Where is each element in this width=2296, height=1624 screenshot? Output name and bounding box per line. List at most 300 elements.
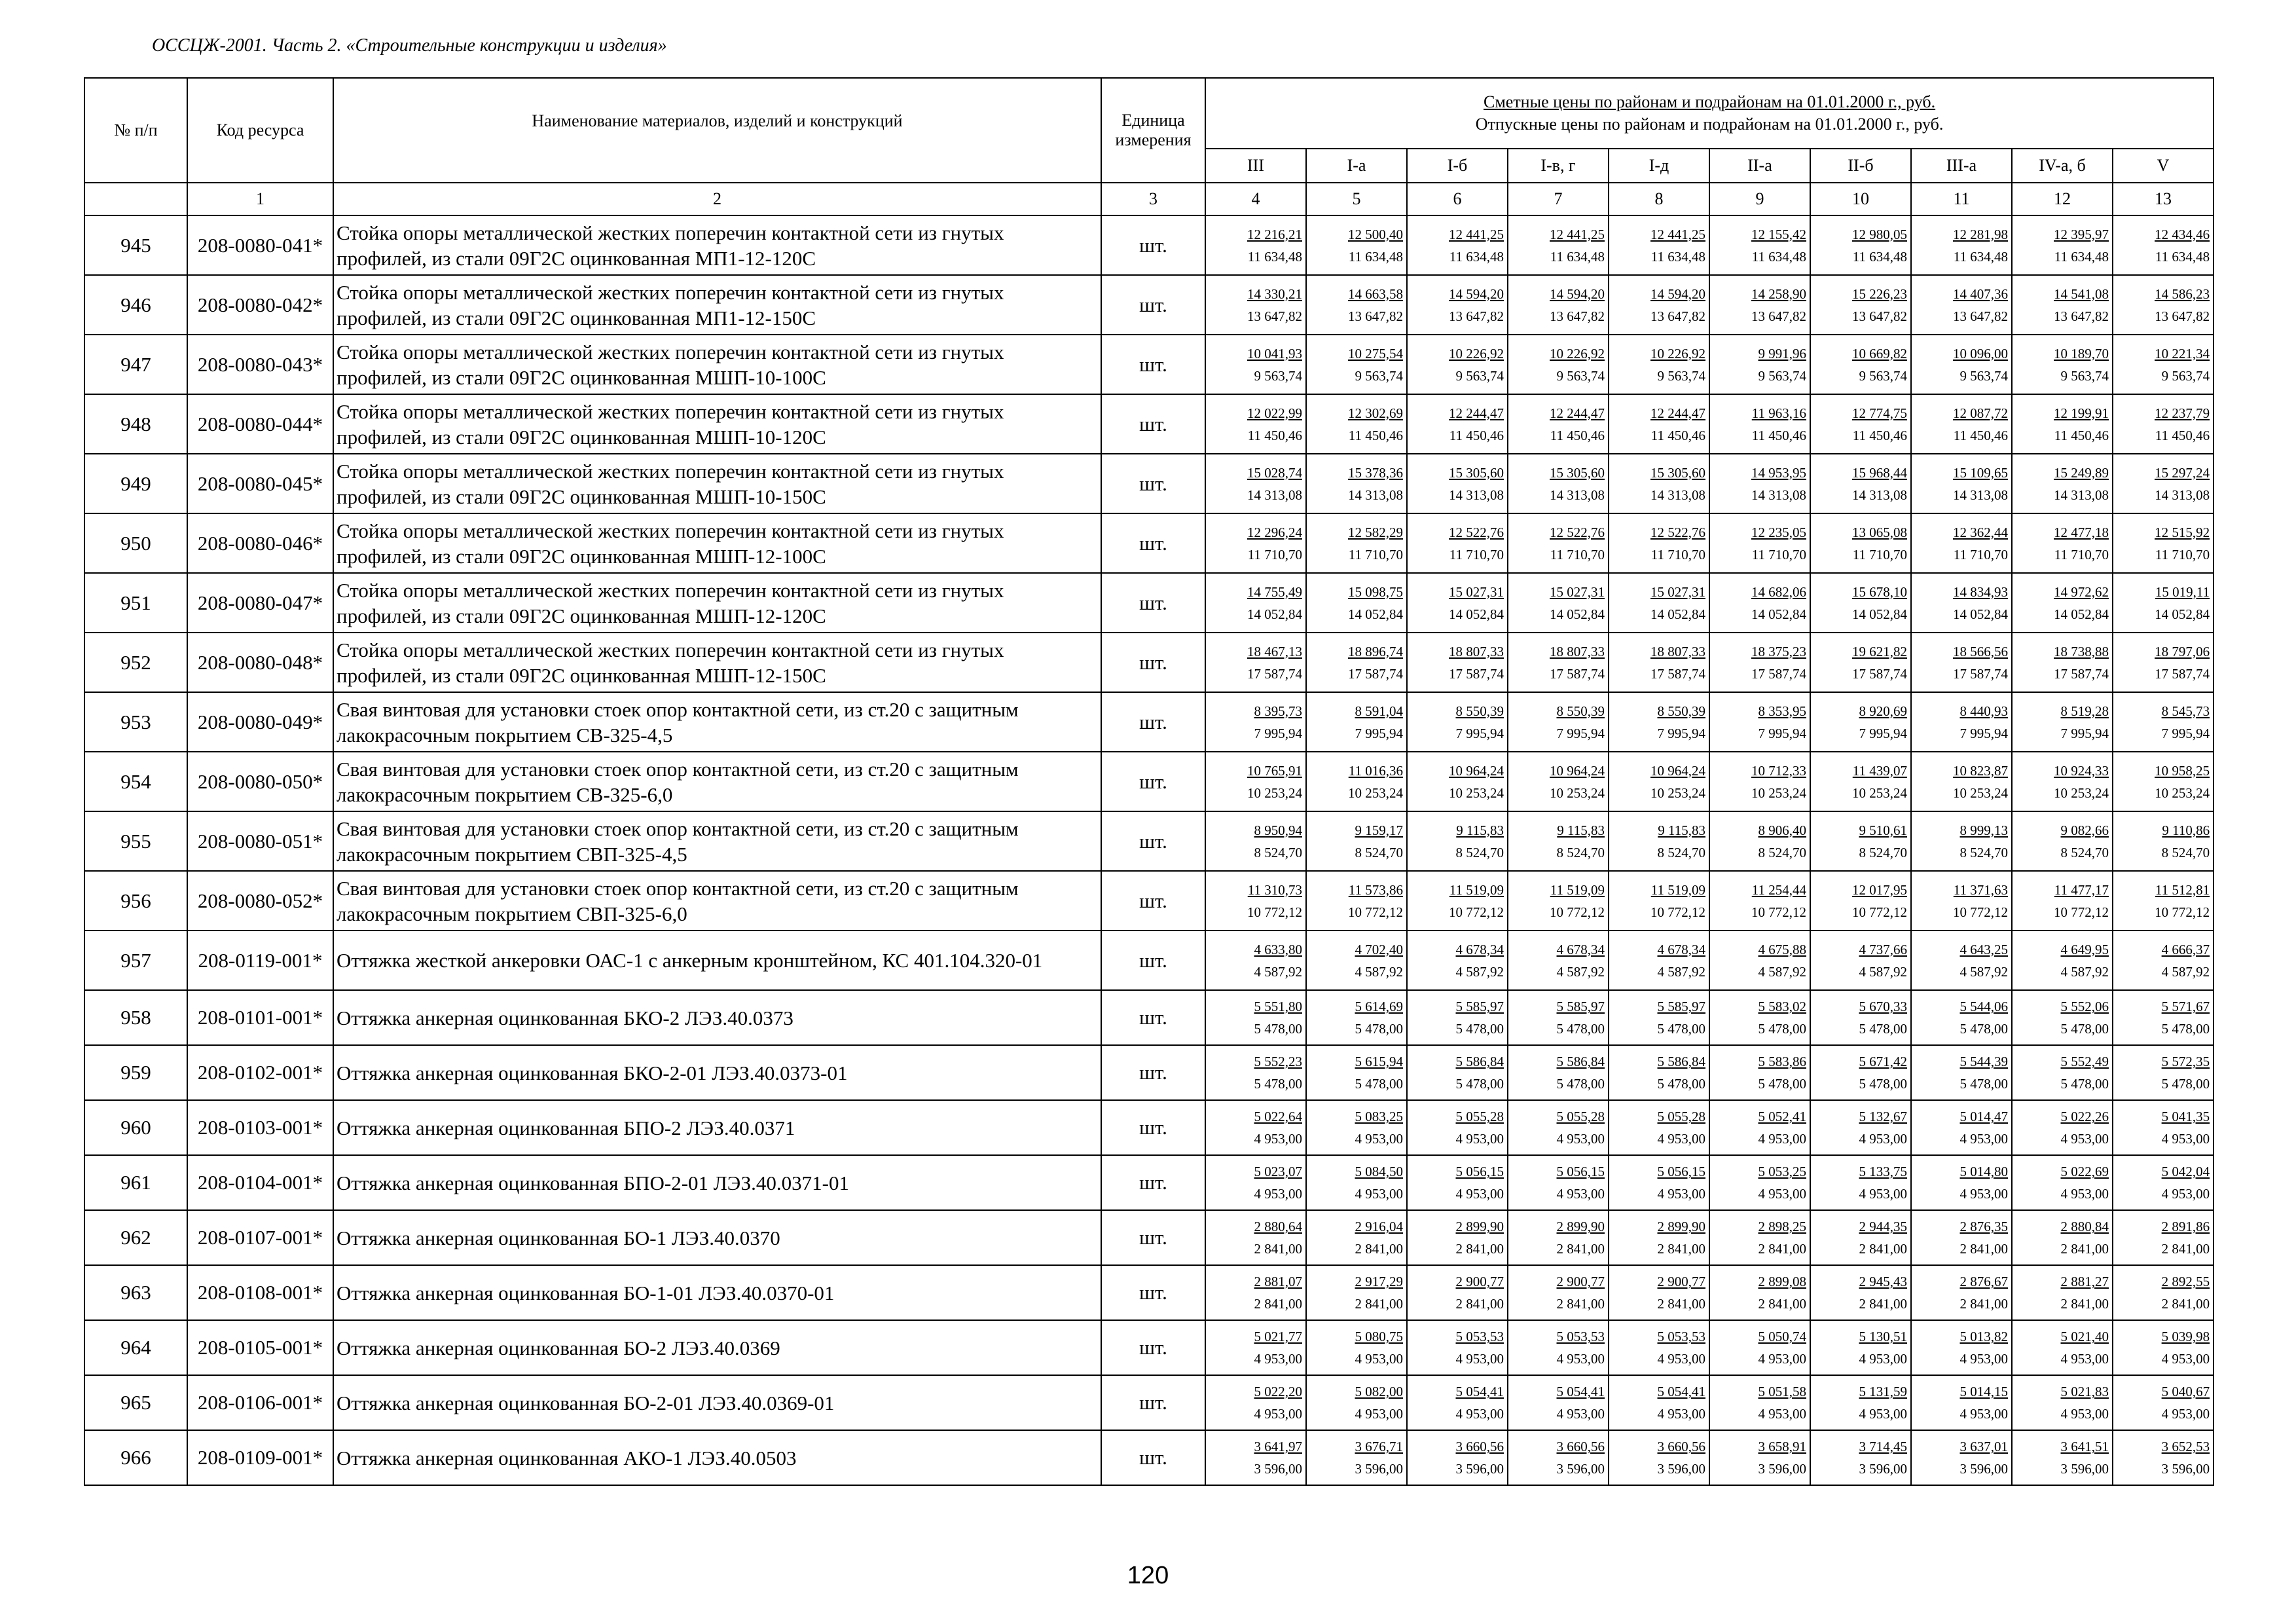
price-cell <box>1508 1265 1609 1320</box>
price-cell <box>1407 871 1508 931</box>
estimate-price: 5 585,97 <box>1455 999 1504 1014</box>
price-cell <box>1609 811 1709 871</box>
release-price: 13 647,82 <box>1751 308 1806 324</box>
price-cell <box>1407 752 1508 811</box>
release-price: 5 478,00 <box>1556 1076 1605 1092</box>
release-price: 9 563,74 <box>1254 367 1302 384</box>
item-name: Стойка опоры металлической жестких поперечин контактной сети из гнутых профилей, из стали 09Г2С оцинкованная МП1-12-150С <box>333 275 1101 335</box>
release-price: 14 052,84 <box>1247 606 1302 622</box>
release-price: 13 647,82 <box>2054 308 2109 324</box>
estimate-price: 5 055,28 <box>1556 1109 1605 1124</box>
release-price: 14 052,84 <box>1650 606 1705 622</box>
estimate-price: 12 477,18 <box>2054 524 2109 540</box>
estimate-price: 4 643,25 <box>1959 941 2008 957</box>
price-cell <box>1205 871 1306 931</box>
release-price: 14 313,08 <box>1550 487 1605 503</box>
release-price: 4 953,00 <box>1758 1186 1806 1202</box>
price-cell <box>1205 752 1306 811</box>
estimate-price: 5 054,41 <box>1657 1384 1705 1399</box>
header-region: III-а <box>1911 149 2012 183</box>
estimate-price: 5 021,83 <box>2060 1384 2109 1399</box>
estimate-price: 8 545,73 <box>2161 703 2210 719</box>
column-number <box>84 183 187 215</box>
release-price: 17 587,74 <box>1247 665 1302 682</box>
price-cell <box>1205 513 1306 573</box>
estimate-price: 18 807,33 <box>1650 643 1705 659</box>
item-name: Стойка опоры металлической жестких поперечин контактной сети из гнутых профилей, из стали 09Г2С оцинкованная МШП-12-150С <box>333 633 1101 692</box>
estimate-price: 2 900,77 <box>1556 1274 1605 1289</box>
table-row <box>84 931 2214 990</box>
item-name: Оттяжка анкерная оцинкованная БО-1 ЛЭЗ.40.0370 <box>333 1210 1101 1265</box>
header-region: I-б <box>1407 149 1508 183</box>
header-row <box>84 78 2214 149</box>
estimate-price: 8 519,28 <box>2060 703 2109 719</box>
price-cell <box>2113 1320 2214 1375</box>
release-price: 5 478,00 <box>1556 1021 1605 1037</box>
unit-cell: шт. <box>1101 990 1205 1045</box>
price-cell <box>1306 215 1407 275</box>
release-price: 11 710,70 <box>1348 546 1403 563</box>
unit-cell: шт. <box>1101 275 1205 335</box>
price-cell <box>2113 752 2214 811</box>
price-cell <box>1911 1265 2012 1320</box>
table-row <box>84 335 2214 394</box>
estimate-price: 11 519,09 <box>1550 881 1605 898</box>
price-cell <box>1508 811 1609 871</box>
price-cell <box>1709 513 1810 573</box>
estimate-price: 2 899,90 <box>1455 1219 1504 1234</box>
item-name: Оттяжка анкерная оцинкованная БПО-2-01 ЛЭЗ.40.0371-01 <box>333 1155 1101 1210</box>
price-cell <box>1911 335 2012 394</box>
price-cell <box>1508 633 1609 692</box>
resource-code: 208-0080-050* <box>187 752 333 811</box>
price-cell <box>1609 692 1709 752</box>
item-name: Оттяжка анкерная оцинкованная БО-2-01 ЛЭЗ.40.0369-01 <box>333 1375 1101 1430</box>
release-price: 4 953,00 <box>2060 1186 2109 1202</box>
resource-code: 208-0119-001* <box>187 931 333 990</box>
release-price: 4 587,92 <box>1254 963 1302 980</box>
table-row <box>84 394 2214 454</box>
estimate-price: 5 021,77 <box>1254 1329 1302 1344</box>
header-prices <box>1205 78 2214 149</box>
release-price: 11 634,48 <box>2054 248 2109 265</box>
price-cell <box>1306 752 1407 811</box>
release-price: 13 647,82 <box>1348 308 1403 324</box>
price-cell <box>1709 931 1810 990</box>
release-price: 11 634,48 <box>1449 248 1504 265</box>
release-price: 9 563,74 <box>2161 367 2210 384</box>
estimate-price: 5 014,80 <box>1959 1164 2008 1179</box>
estimate-price: 14 594,20 <box>1550 286 1605 302</box>
estimate-price: 5 571,67 <box>2161 999 2210 1014</box>
page-number: 120 <box>1127 1562 1169 1589</box>
estimate-price: 5 022,20 <box>1254 1384 1302 1399</box>
release-price: 4 953,00 <box>1455 1186 1504 1202</box>
release-price: 11 634,48 <box>1550 248 1605 265</box>
resource-code: 208-0109-001* <box>187 1430 333 1485</box>
estimate-price: 10 226,92 <box>1550 345 1605 361</box>
release-price: 2 841,00 <box>1859 1296 1907 1312</box>
release-price: 2 841,00 <box>2161 1296 2210 1312</box>
column-number: 5 <box>1306 183 1407 215</box>
estimate-price: 13 065,08 <box>1852 524 1907 540</box>
estimate-price: 5 572,35 <box>2161 1054 2210 1069</box>
estimate-price: 8 906,40 <box>1758 822 1806 838</box>
estimate-price: 10 189,70 <box>2054 345 2109 361</box>
row-number: 948 <box>84 394 187 454</box>
estimate-price: 5 041,35 <box>2161 1109 2210 1124</box>
resource-code: 208-0080-051* <box>187 811 333 871</box>
release-price: 10 772,12 <box>2054 904 2109 920</box>
resource-code: 208-0105-001* <box>187 1320 333 1375</box>
price-cell <box>1508 335 1609 394</box>
estimate-price: 3 676,71 <box>1355 1439 1403 1454</box>
estimate-price: 9 110,86 <box>2162 822 2210 838</box>
price-cell <box>1205 1320 1306 1375</box>
release-price: 7 995,94 <box>1455 725 1504 741</box>
item-name: Свая винтовая для установки стоек опор контактной сети, из ст.20 с защитным лакокрасочным покрытием СВП-325-4,5 <box>333 811 1101 871</box>
row-number: 958 <box>84 990 187 1045</box>
release-price: 11 450,46 <box>1953 427 2008 443</box>
price-cell <box>1709 1265 1810 1320</box>
estimate-price: 2 945,43 <box>1859 1274 1907 1289</box>
price-cell <box>1508 1375 1609 1430</box>
release-price: 10 253,24 <box>1247 784 1302 801</box>
estimate-price: 5 082,00 <box>1355 1384 1403 1399</box>
row-number: 960 <box>84 1100 187 1155</box>
release-price: 14 052,84 <box>2054 606 2109 622</box>
estimate-price: 5 583,86 <box>1758 1054 1806 1069</box>
release-price: 13 647,82 <box>1852 308 1907 324</box>
price-cell <box>1205 1100 1306 1155</box>
estimate-price: 12 296,24 <box>1247 524 1302 540</box>
unit-cell: шт. <box>1101 573 1205 633</box>
release-price: 8 524,70 <box>1455 844 1504 860</box>
price-cell <box>2012 1320 2113 1375</box>
resource-code: 208-0080-052* <box>187 871 333 931</box>
price-cell <box>1609 215 1709 275</box>
resource-code: 208-0080-045* <box>187 454 333 513</box>
estimate-price: 5 551,80 <box>1254 999 1302 1014</box>
price-cell <box>1205 573 1306 633</box>
price-cell <box>1709 394 1810 454</box>
release-price: 11 450,46 <box>1247 427 1302 443</box>
price-cell <box>1407 454 1508 513</box>
estimate-price: 5 056,15 <box>1556 1164 1605 1179</box>
estimate-price: 9 082,66 <box>2060 822 2109 838</box>
price-cell <box>1508 275 1609 335</box>
release-price: 11 710,70 <box>1953 546 2008 563</box>
release-price: 4 953,00 <box>1355 1406 1403 1422</box>
price-cell <box>1205 1045 1306 1100</box>
price-cell <box>1407 1430 1508 1485</box>
estimate-price: 14 594,20 <box>1650 286 1705 302</box>
price-cell <box>1709 1430 1810 1485</box>
estimate-price: 18 807,33 <box>1550 643 1605 659</box>
estimate-price: 5 053,53 <box>1556 1329 1605 1344</box>
table-row <box>84 215 2214 275</box>
estimate-price: 10 226,92 <box>1449 345 1504 361</box>
estimate-price: 14 755,49 <box>1247 583 1302 600</box>
estimate-price: 10 958,25 <box>2155 762 2210 779</box>
price-cell <box>1911 931 2012 990</box>
release-price: 4 953,00 <box>1355 1351 1403 1367</box>
item-name: Стойка опоры металлической жестких поперечин контактной сети из гнутых профилей, из стали 09Г2С оцинкованная МШП-12-120С <box>333 573 1101 633</box>
price-cell <box>1407 1265 1508 1320</box>
release-price: 5 478,00 <box>1455 1076 1504 1092</box>
estimate-price: 18 566,56 <box>1953 643 2008 659</box>
resource-code: 208-0106-001* <box>187 1375 333 1430</box>
release-price: 2 841,00 <box>1455 1296 1504 1312</box>
item-name: Оттяжка анкерная оцинкованная БПО-2 ЛЭЗ.40.0371 <box>333 1100 1101 1155</box>
price-cell <box>1911 811 2012 871</box>
column-number: 9 <box>1709 183 1810 215</box>
price-cell <box>2113 1265 2214 1320</box>
estimate-price: 5 615,94 <box>1355 1054 1403 1069</box>
release-price: 14 052,84 <box>1348 606 1403 622</box>
price-cell <box>1205 215 1306 275</box>
row-number: 965 <box>84 1375 187 1430</box>
release-price: 11 450,46 <box>1751 427 1806 443</box>
estimate-price: 19 621,82 <box>1852 643 1907 659</box>
price-cell <box>1609 335 1709 394</box>
estimate-price: 5 052,41 <box>1758 1109 1806 1124</box>
price-cell <box>1306 275 1407 335</box>
release-price: 3 596,00 <box>1355 1461 1403 1477</box>
release-price: 11 710,70 <box>1852 546 1907 563</box>
release-price: 3 596,00 <box>1959 1461 2008 1477</box>
unit-cell: шт. <box>1101 1430 1205 1485</box>
price-cell <box>1205 692 1306 752</box>
release-price: 4 953,00 <box>2161 1351 2210 1367</box>
price-cell <box>1407 275 1508 335</box>
release-price: 14 313,08 <box>1953 487 2008 503</box>
estimate-price: 12 515,92 <box>2155 524 2210 540</box>
estimate-price: 5 054,41 <box>1455 1384 1504 1399</box>
price-cell <box>1609 394 1709 454</box>
estimate-price: 2 900,77 <box>1455 1274 1504 1289</box>
release-price: 2 841,00 <box>1455 1241 1504 1257</box>
estimate-price: 5 133,75 <box>1859 1164 1907 1179</box>
price-cell <box>1306 1100 1407 1155</box>
column-number: 7 <box>1508 183 1609 215</box>
estimate-price: 14 407,36 <box>1953 286 2008 302</box>
header-unit: Единица измерения <box>1101 78 1205 183</box>
price-cell <box>1911 1155 2012 1210</box>
release-price: 10 253,24 <box>1751 784 1806 801</box>
header-no: № п/п <box>84 78 187 183</box>
price-cell <box>1306 931 1407 990</box>
item-name: Стойка опоры металлической жестких поперечин контактной сети из гнутых профилей, из стали 09Г2С оцинкованная МШП-10-120С <box>333 394 1101 454</box>
release-price: 14 313,08 <box>2054 487 2109 503</box>
release-price: 9 563,74 <box>1455 367 1504 384</box>
release-price: 3 596,00 <box>1556 1461 1605 1477</box>
estimate-price: 5 552,49 <box>2060 1054 2109 1069</box>
price-cell <box>1407 1375 1508 1430</box>
price-cell <box>1407 1155 1508 1210</box>
table-row <box>84 1375 2214 1430</box>
release-price: 11 710,70 <box>2155 546 2210 563</box>
price-cell <box>1609 1320 1709 1375</box>
estimate-price: 2 880,64 <box>1254 1219 1302 1234</box>
release-price: 8 524,70 <box>1859 844 1907 860</box>
price-cell <box>1205 990 1306 1045</box>
price-cell <box>1609 1430 1709 1485</box>
estimate-price: 2 899,90 <box>1657 1219 1705 1234</box>
row-number: 964 <box>84 1320 187 1375</box>
price-cell <box>1306 1320 1407 1375</box>
price-cell <box>1407 633 1508 692</box>
release-price: 5 478,00 <box>1758 1076 1806 1092</box>
release-price: 17 587,74 <box>1650 665 1705 682</box>
resource-code: 208-0107-001* <box>187 1210 333 1265</box>
estimate-price: 15 678,10 <box>1852 583 1907 600</box>
release-price: 5 478,00 <box>1355 1076 1403 1092</box>
estimate-price: 3 641,97 <box>1254 1439 1302 1454</box>
price-cell <box>1306 633 1407 692</box>
price-cell <box>1306 394 1407 454</box>
price-cell <box>2012 1155 2113 1210</box>
unit-cell: шт. <box>1101 1265 1205 1320</box>
release-price: 11 710,70 <box>1650 546 1705 563</box>
table-row <box>84 513 2214 573</box>
release-price: 4 953,00 <box>1355 1186 1403 1202</box>
release-price: 4 587,92 <box>1959 963 2008 980</box>
release-price: 10 253,24 <box>1348 784 1403 801</box>
price-cell <box>2012 513 2113 573</box>
price-cell <box>1306 513 1407 573</box>
price-cell <box>1508 1155 1609 1210</box>
estimate-price: 10 964,24 <box>1449 762 1504 779</box>
release-price: 13 647,82 <box>1247 308 1302 324</box>
estimate-price: 5 053,25 <box>1758 1164 1806 1179</box>
release-price: 9 563,74 <box>1556 367 1605 384</box>
estimate-price: 5 053,53 <box>1657 1329 1705 1344</box>
estimate-price: 14 330,21 <box>1247 286 1302 302</box>
price-cell <box>1709 1045 1810 1100</box>
estimate-price: 5 586,84 <box>1455 1054 1504 1069</box>
estimate-price: 8 353,95 <box>1758 703 1806 719</box>
estimate-price: 5 039,98 <box>2161 1329 2210 1344</box>
release-price: 3 596,00 <box>1254 1461 1302 1477</box>
release-price: 2 841,00 <box>1355 1296 1403 1312</box>
estimate-price: 15 027,31 <box>1550 583 1605 600</box>
price-cell <box>1709 1100 1810 1155</box>
release-price: 2 841,00 <box>1254 1296 1302 1312</box>
release-price: 9 563,74 <box>1859 367 1907 384</box>
row-number: 945 <box>84 215 187 275</box>
item-name: Стойка опоры металлической жестких поперечин контактной сети из гнутых профилей, из стали 09Г2С оцинкованная МШП-12-100С <box>333 513 1101 573</box>
estimate-price: 3 652,53 <box>2161 1439 2210 1454</box>
estimate-price: 8 999,13 <box>1959 822 2008 838</box>
release-price: 10 772,12 <box>1247 904 1302 920</box>
unit-cell: шт. <box>1101 454 1205 513</box>
price-cell <box>2012 692 2113 752</box>
release-price: 17 587,74 <box>2155 665 2210 682</box>
release-price: 8 524,70 <box>1959 844 2008 860</box>
estimate-price: 12 774,75 <box>1852 405 1907 421</box>
release-price: 4 953,00 <box>1959 1131 2008 1147</box>
price-cell <box>1810 752 1911 811</box>
release-price: 13 647,82 <box>1953 308 2008 324</box>
price-cell <box>1911 1210 2012 1265</box>
price-cell <box>2113 990 2214 1045</box>
estimate-price: 14 541,08 <box>2054 286 2109 302</box>
price-cell <box>1407 692 1508 752</box>
estimate-price: 15 109,65 <box>1953 464 2008 481</box>
release-price: 4 953,00 <box>1556 1131 1605 1147</box>
price-cell <box>2113 633 2214 692</box>
release-price: 4 953,00 <box>2161 1186 2210 1202</box>
price-cell <box>1508 1045 1609 1100</box>
price-cell <box>2012 573 2113 633</box>
release-price: 17 587,74 <box>1348 665 1403 682</box>
table-row <box>84 871 2214 931</box>
estimate-price: 11 519,09 <box>1449 881 1504 898</box>
item-name: Свая винтовая для установки стоек опор контактной сети, из ст.20 с защитным лакокрасочным покрытием СВП-325-6,0 <box>333 871 1101 931</box>
release-price: 5 478,00 <box>2161 1076 2210 1092</box>
price-cell <box>1508 215 1609 275</box>
price-cell <box>2012 990 2113 1045</box>
unit-cell: шт. <box>1101 633 1205 692</box>
row-number: 963 <box>84 1265 187 1320</box>
estimate-price: 8 950,94 <box>1254 822 1302 838</box>
row-number: 961 <box>84 1155 187 1210</box>
release-price: 9 563,74 <box>1355 367 1403 384</box>
price-cell <box>2012 931 2113 990</box>
price-cell <box>1407 1210 1508 1265</box>
item-name: Стойка опоры металлической жестких поперечин контактной сети из гнутых профилей, из стали 09Г2С оцинкованная МП1-12-120С <box>333 215 1101 275</box>
estimate-price: 8 440,93 <box>1959 703 2008 719</box>
release-price: 10 253,24 <box>1550 784 1605 801</box>
price-cell <box>2012 871 2113 931</box>
price-cell <box>1911 513 2012 573</box>
release-price: 11 710,70 <box>1247 546 1302 563</box>
price-cell <box>1508 1430 1609 1485</box>
price-cell <box>1407 335 1508 394</box>
price-cell <box>1306 1045 1407 1100</box>
estimate-price: 5 055,28 <box>1657 1109 1705 1124</box>
price-cell <box>2012 811 2113 871</box>
release-price: 4 953,00 <box>1254 1186 1302 1202</box>
table-row <box>84 275 2214 335</box>
price-cell <box>1709 633 1810 692</box>
release-price: 4 587,92 <box>1859 963 1907 980</box>
price-cell <box>1407 573 1508 633</box>
release-price: 4 953,00 <box>1758 1351 1806 1367</box>
resource-code: 208-0080-043* <box>187 335 333 394</box>
price-cell <box>2113 215 2214 275</box>
price-cell <box>2012 1375 2113 1430</box>
release-price: 4 953,00 <box>2060 1131 2109 1147</box>
release-price: 3 596,00 <box>2060 1461 2109 1477</box>
price-cell <box>1508 573 1609 633</box>
price-cell <box>2012 1210 2113 1265</box>
estimate-price: 4 678,34 <box>1657 941 1705 957</box>
price-cell <box>1407 811 1508 871</box>
release-price: 11 450,46 <box>1550 427 1605 443</box>
table-row <box>84 1430 2214 1485</box>
resource-code: 208-0104-001* <box>187 1155 333 1210</box>
estimate-price: 12 244,47 <box>1550 405 1605 421</box>
release-price: 14 313,08 <box>1348 487 1403 503</box>
release-price: 14 313,08 <box>2155 487 2210 503</box>
release-price: 14 052,84 <box>1852 606 1907 622</box>
price-cell <box>1709 990 1810 1045</box>
estimate-price: 5 021,40 <box>2060 1329 2109 1344</box>
price-cell <box>2113 513 2214 573</box>
item-name: Оттяжка анкерная оцинкованная БКО-2-01 ЛЭЗ.40.0373-01 <box>333 1045 1101 1100</box>
